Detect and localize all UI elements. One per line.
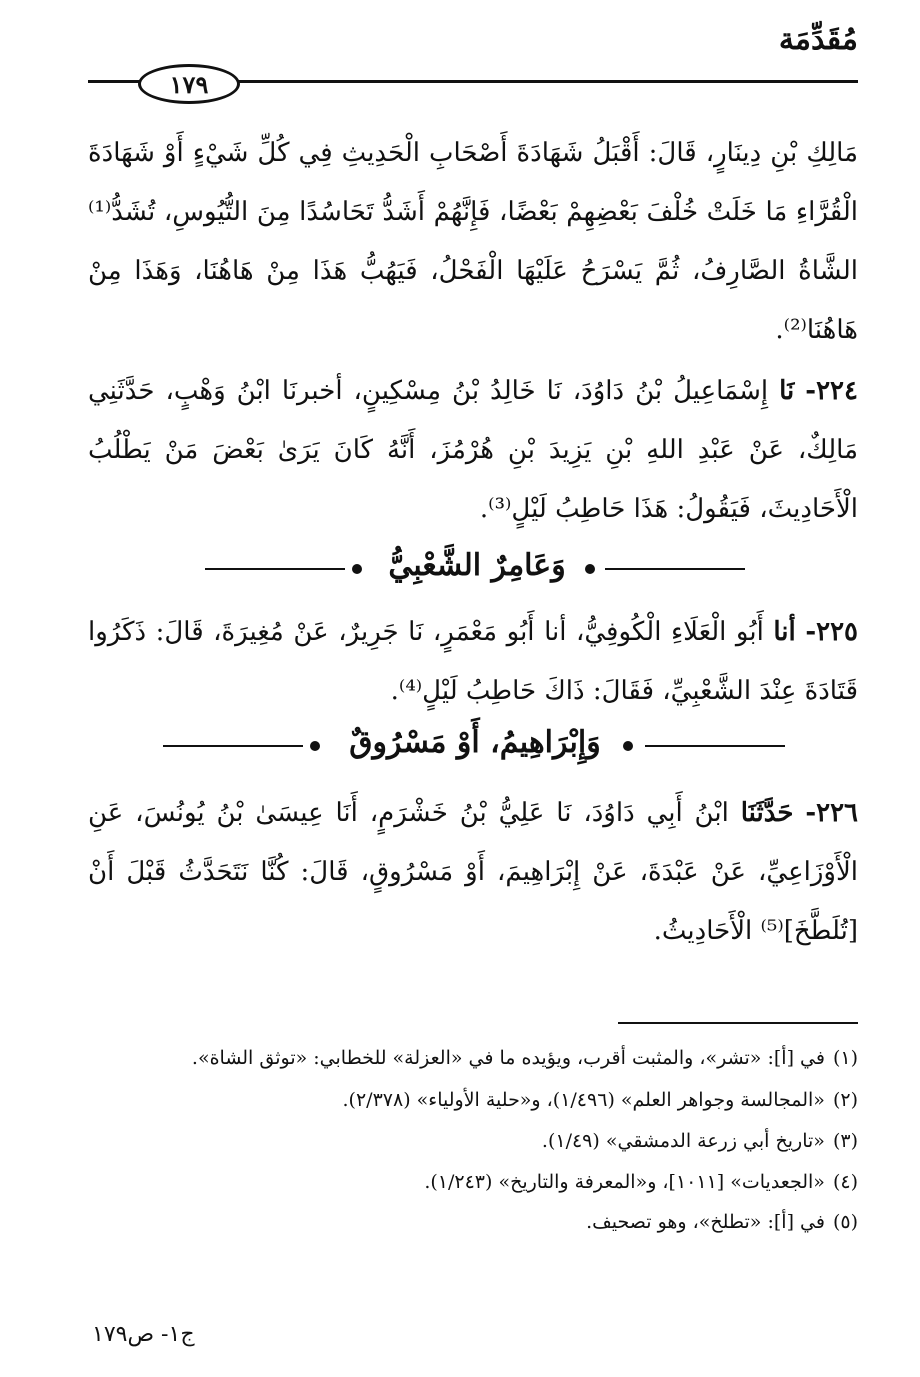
footnote-text: في [أ]: «تشر»، والمثبت أقرب، ويؤيده ما في «العزلة» للخطابي: «توثق الشاة».: [191, 1047, 825, 1069]
hadith-number: ٢٢٤-: [805, 376, 858, 406]
hadith-226: [88, 784, 858, 961]
footnote-number: (٥): [832, 1211, 858, 1233]
hadith-text: إِسْمَاعِيلُ بْنُ دَاوُدَ، نَا خَالِدُ بْنُ مِسْكِينٍ، أخبرنَا ابْنُ وَهْبٍ، حَدَّثَنِي مَالِكٌ، عَنْ عَبْدِ اللهِ بْنِ يَزِيدَ بْنِ هُرْمُزَ، أَنَّهُ كَانَ يَرَىٰ بَعْضَ مَنْ يَطْلُبُ الْأَحَادِيثَ، فَيَقُولُ: هَذَا حَاطِبُ لَيْلٍ⁽³⁾.: [88, 376, 858, 524]
footnote-number: (٤): [832, 1171, 858, 1193]
footnote-number: (٢): [832, 1089, 858, 1111]
paragraph-continued: [88, 124, 858, 360]
volume-page-reference: ج١- ص١٧٩: [92, 1322, 195, 1347]
heading-rule-left: [205, 568, 345, 570]
footnote-text: في [أ]: «تطلخ»، وهو تصحيف.: [586, 1211, 825, 1233]
heading-dot-right: [585, 564, 595, 574]
heading-rule-right: [605, 568, 745, 570]
heading-dot-left: [310, 741, 320, 751]
footnote-1: [88, 1046, 858, 1070]
footnote-text: «الجعديات» [١٠١١]، و«المعرفة والتاريخ» (١/٢٤٣).: [424, 1171, 825, 1193]
hadith-keyword: أنا: [773, 617, 796, 647]
hadith-224: [88, 362, 858, 539]
running-header-title: مُقَدِّمَة: [778, 22, 858, 57]
heading-rule-left: [163, 745, 303, 747]
footnote-number: (٣): [832, 1130, 858, 1152]
footnote-4: [88, 1170, 858, 1194]
footnote-3: [88, 1129, 858, 1153]
section-title: وَعَامِرٌ الشَّعْبِيُّ: [388, 548, 566, 583]
hadith-number: ٢٢٦-: [805, 798, 859, 828]
hadith-225: [88, 603, 858, 721]
hadith-number: ٢٢٥-: [805, 617, 859, 647]
footnote-text: «تاريخ أبي زرعة الدمشقي» (١/٤٩).: [541, 1130, 825, 1152]
section-heading-ibrahim: [0, 727, 920, 767]
paragraph-text: مَالِكِ بْنِ دِينَارٍ، قَالَ: أَقْبَلُ شَهَادَةَ أَصْحَابِ الْحَدِيثِ فِي كُلِّ شَيْءٍ أَوْ شَهَادَةَ الْقُرَّاءِ مَا خَلَتْ خُلْفَ بَعْضِهِمْ بَعْضًا، فَإِنَّهُمْ أَشَدُّ تَحَاسُدًا مِنَ التُّيُوسِ، تُشَدُّ⁽¹⁾ الشَّاةُ الصَّارِفُ، ثُمَّ يَسْرَحُ عَلَيْهَا الْفَحْلُ، فَيَهُبُّ هَذَا مِنْ هَاهُنَا، وَهَذَا مِنْ هَاهُنَا⁽²⁾.: [88, 138, 858, 345]
heading-rule-right: [645, 745, 785, 747]
heading-dot-left: [352, 564, 362, 574]
footnote-separator: [618, 1022, 858, 1024]
footnote-number: (١): [832, 1047, 858, 1069]
section-title: وَإِبْرَاهِيمُ، أَوْ مَسْرُوقٌ: [349, 725, 601, 760]
hadith-text: أَبُو الْعَلَاءِ الْكُوفِيُّ، أنا أَبُو مَعْمَرٍ، نَا جَرِيرٌ، عَنْ مُغِيرَةَ، قَالَ: ذَكَرُوا قَتَادَةَ عِنْدَ الشَّعْبِيِّ، فَقَالَ: ذَاكَ حَاطِبُ لَيْلٍ⁽⁴⁾.: [88, 617, 858, 706]
footnote-text: «المجالسة وجواهر العلم» (١/٤٩٦)، و«حلية الأولياء» (٢/٣٧٨).: [342, 1089, 825, 1111]
page-number-badge: ١٧٩: [138, 64, 240, 104]
footnote-5: [88, 1210, 858, 1234]
heading-dot-right: [623, 741, 633, 751]
section-heading-shabi: [0, 550, 920, 590]
footnote-2: [88, 1088, 858, 1112]
hadith-keyword: نَا: [779, 376, 795, 406]
hadith-text: ابْنُ أَبِي دَاوُدَ، نَا عَلِيُّ بْنُ خَشْرَمٍ، أَنَا عِيسَىٰ بْنُ يُونُسَ، عَنِ الْأَوْزَاعِيِّ، عَنْ عَبْدَةَ، عَنْ إِبْرَاهِيمَ، أَوْ مَسْرُوقٍ، قَالَ: كُنَّا نَتَحَدَّثُ قَبْلَ أَنْ [تُلَطَّخَ]⁽⁵⁾ الْأَحَادِيثُ.: [88, 798, 858, 946]
hadith-keyword: حَدَّثَنَا: [740, 798, 794, 828]
